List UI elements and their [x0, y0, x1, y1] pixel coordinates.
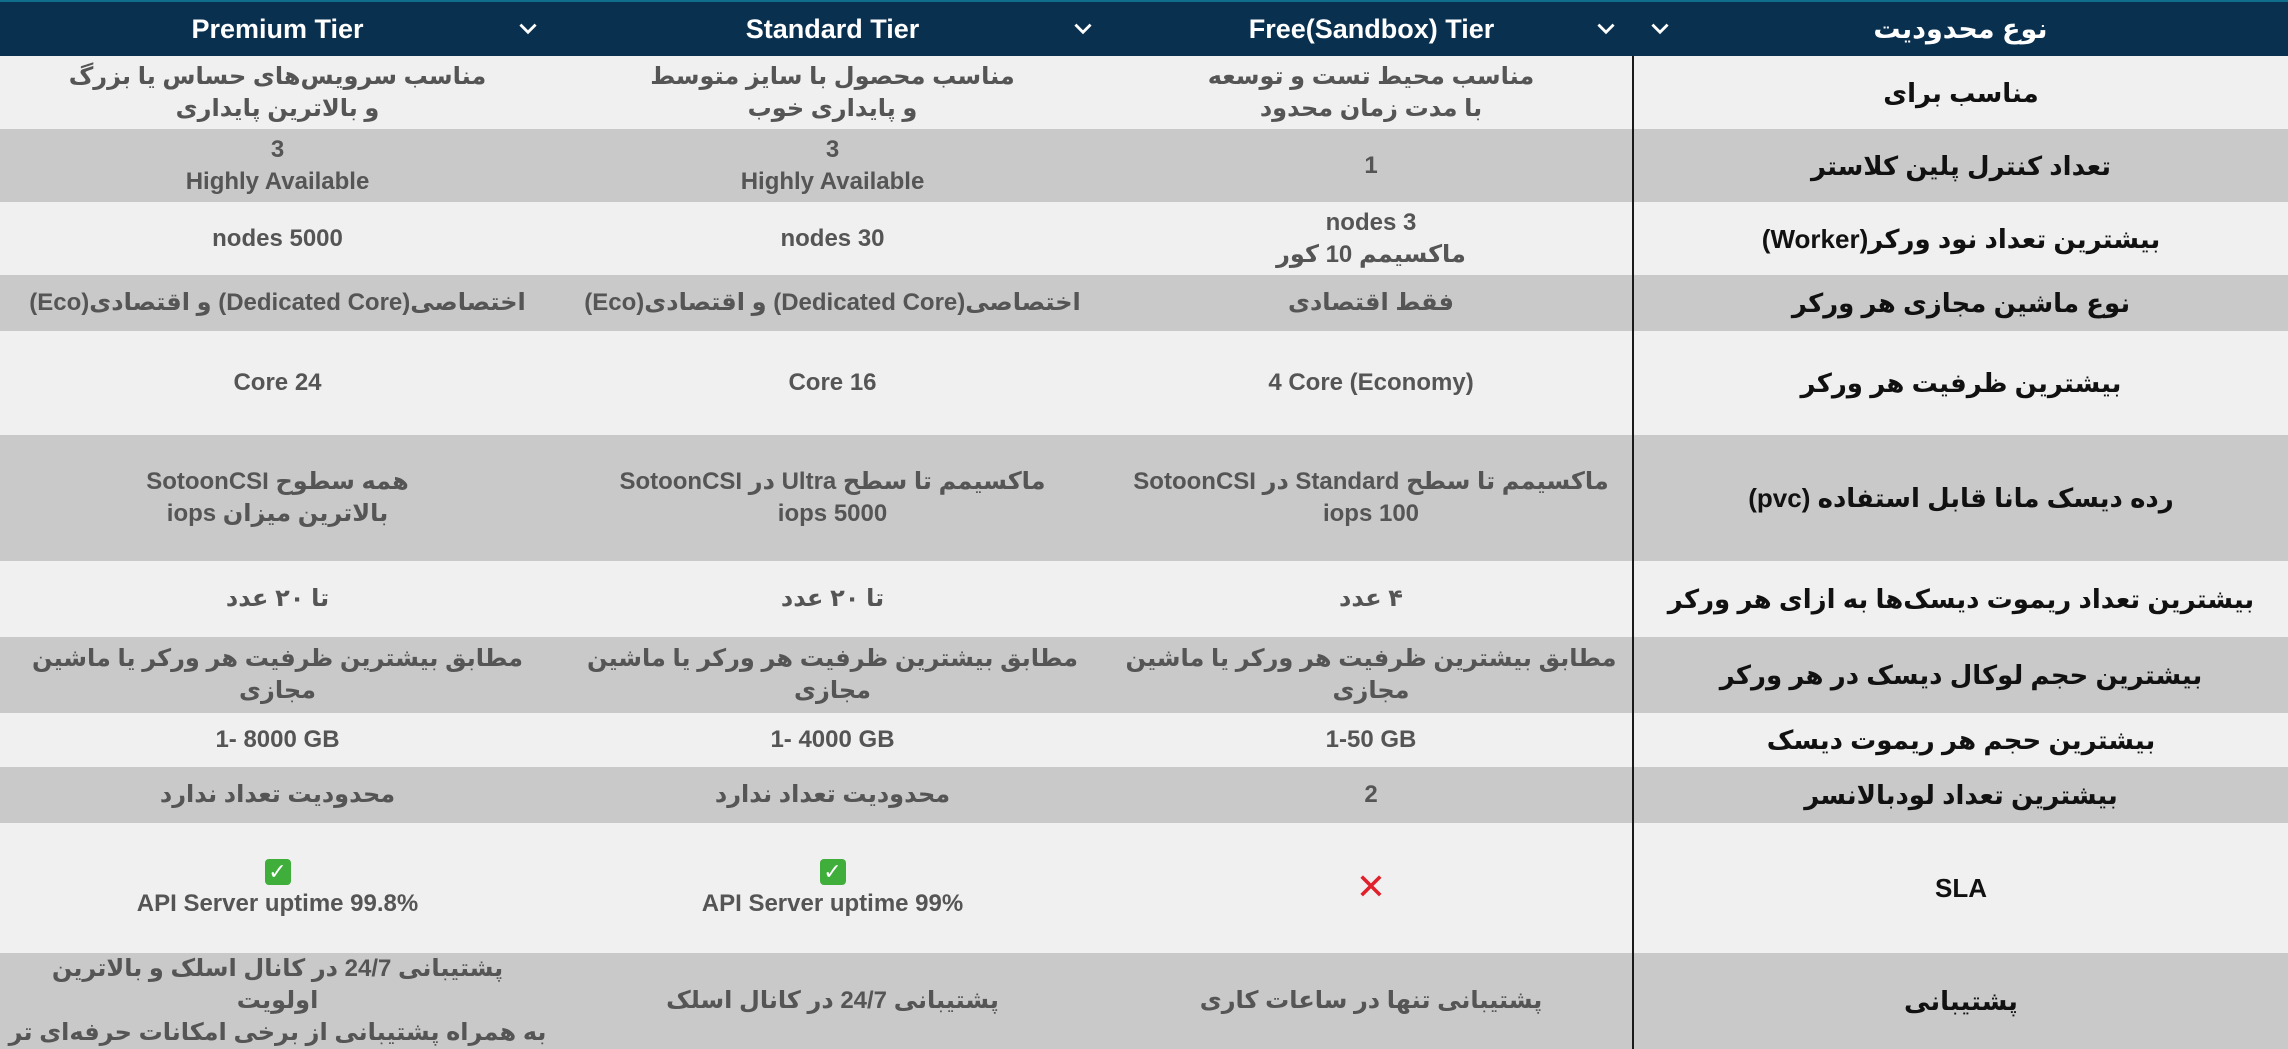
cell-line: 2	[1364, 781, 1378, 808]
cell-limitation: بیشترین حجم هر ریموت دیسک	[1633, 713, 2288, 767]
cell-line: Highly Available	[185, 167, 370, 195]
cell-standard	[555, 202, 1110, 275]
header-standard-tier[interactable]	[555, 2, 1110, 56]
cell-line: محدودیت تعداد ندارد	[714, 781, 951, 808]
check-icon: ✓	[820, 859, 846, 885]
table-row	[0, 713, 2288, 767]
cell-line: تا ۲۰ عدد	[225, 585, 330, 612]
cell-line: 16 Core	[788, 369, 877, 396]
cell-limitation: بیشترین تعداد ریموت دیسک‌ها به ازای هر ورکر	[1633, 561, 2288, 637]
cell-line: اختصاصی(Dedicated Core) و اقتصادی(Eco)	[584, 289, 1081, 316]
table-row	[0, 953, 2288, 1049]
cell-line: مناسب محصول با سایز متوسط	[650, 62, 1015, 90]
cell-line: API Server uptime 99%	[701, 890, 964, 917]
cell-premium	[0, 331, 555, 435]
cell-premium	[0, 713, 555, 767]
table-row	[0, 561, 2288, 637]
header-standard-label: Standard Tier	[745, 13, 920, 44]
cell-standard	[555, 275, 1110, 331]
cell-free	[1110, 767, 1633, 823]
cell-line: 4 Core (Economy)	[1268, 369, 1474, 396]
cell-standard	[555, 637, 1110, 713]
cell-line: 3	[270, 135, 285, 163]
cell-line: مجازی	[794, 677, 871, 704]
cell-limitation: بیشترین تعداد نود ورکر(Worker)	[1633, 202, 2288, 275]
cell-standard	[555, 129, 1110, 202]
cell-line: با مدت زمان محدود	[1259, 94, 1483, 122]
chevron-down-icon[interactable]	[1647, 16, 1673, 42]
cell-limitation: بیشترین حجم لوکال دیسک در هر ورکر	[1633, 637, 2288, 713]
sla-check-wrap	[8, 856, 547, 888]
header-free-tier[interactable]	[1110, 2, 1633, 56]
cell-standard	[555, 331, 1110, 435]
cell-line: ۴ عدد	[1339, 585, 1403, 612]
header-premium-tier[interactable]	[0, 2, 555, 56]
table-row	[0, 56, 2288, 129]
cell-line: 1	[1364, 151, 1378, 179]
cell-line: پشتیبانی تنها در ساعات کاری	[1199, 987, 1543, 1014]
cell-limitation: تعداد کنترل پلین کلاستر	[1633, 129, 2288, 202]
cell-line: 1- 4000 GB	[770, 726, 895, 753]
cell-standard	[555, 823, 1110, 953]
cell-line: 5000 iops	[777, 500, 888, 527]
cell-line: 30 nodes	[780, 224, 885, 252]
table-row	[0, 331, 2288, 435]
cell-line: 24 Core	[233, 369, 322, 396]
table-row	[0, 637, 2288, 713]
cell-limitation: رده دیسک مانا قابل استفاده (pvc)	[1633, 435, 2288, 561]
cell-line: ماکسیمم تا سطح Ultra در SotoonCSI	[619, 468, 1046, 495]
cell-line: ماکسیمم 10 کور	[1276, 240, 1466, 268]
cell-standard	[555, 767, 1110, 823]
cell-line: مناسب سرویس‌های حساس یا بزرگ	[68, 62, 487, 90]
cell-line: 1-50 GB	[1325, 726, 1417, 753]
cell-free	[1110, 202, 1633, 275]
cell-free	[1110, 713, 1633, 767]
cell-premium	[0, 637, 555, 713]
cell-standard	[555, 953, 1110, 1049]
cell-line: تا ۲۰ عدد	[780, 585, 885, 612]
table-row	[0, 435, 2288, 561]
header-limitation-type[interactable]	[1633, 2, 2288, 56]
cell-free	[1110, 275, 1633, 331]
cell-limitation: مناسب برای	[1633, 56, 2288, 129]
cell-free	[1110, 56, 1633, 129]
cell-line: ماکسیمم تا سطح Standard در SotoonCSI	[1133, 468, 1609, 495]
cell-line: nodes 3	[1325, 208, 1417, 236]
cell-standard	[555, 713, 1110, 767]
tier-comparison-table	[0, 2, 2288, 1049]
cell-free	[1110, 561, 1633, 637]
cell-standard	[555, 435, 1110, 561]
cell-limitation: بیشترین تعداد لودبالانسر	[1633, 767, 2288, 823]
cell-premium	[0, 767, 555, 823]
cell-standard	[555, 56, 1110, 129]
cell-free	[1110, 129, 1633, 202]
cross-icon: ✕	[1355, 865, 1387, 907]
cell-line: بالاترین میزان iops	[166, 500, 389, 527]
cell-premium	[0, 953, 555, 1049]
cell-premium	[0, 435, 555, 561]
table-row	[0, 275, 2288, 331]
cell-line: Highly Available	[740, 167, 925, 195]
chevron-down-icon[interactable]	[1070, 16, 1096, 42]
cell-line: مطابق بیشترین ظرفیت هر ورکر یا ماشین	[586, 645, 1078, 672]
cell-limitation: نوع ماشین مجازی هر ورکر	[1633, 275, 2288, 331]
cell-premium	[0, 561, 555, 637]
cell-line: به همراه پشتیبانی از برخی امکانات حرفه‌ای تر	[8, 1019, 547, 1046]
cell-free	[1110, 435, 1633, 561]
header-row	[0, 2, 2288, 56]
cell-line: 100 iops	[1322, 500, 1420, 527]
sla-check-wrap	[563, 856, 1102, 888]
cell-free	[1110, 823, 1633, 953]
cell-line: فقط اقتصادی	[1287, 289, 1455, 316]
cell-limitation: SLA	[1633, 823, 2288, 953]
table-row	[0, 129, 2288, 202]
cell-premium	[0, 275, 555, 331]
cell-line: 1- 8000 GB	[215, 726, 340, 753]
cell-limitation: بیشترین ظرفیت هر ورکر	[1633, 331, 2288, 435]
header-free-label: Free(Sandbox) Tier	[1248, 13, 1495, 44]
cell-line: اختصاصی(Dedicated Core) و اقتصادی(Eco)	[29, 289, 526, 316]
cell-line: 3	[825, 135, 840, 163]
cell-line: مناسب محیط تست و توسعه	[1207, 62, 1535, 90]
cell-limitation: پشتیبانی	[1633, 953, 2288, 1049]
cell-line: API Server uptime 99.8%	[136, 890, 419, 917]
cell-line: مطابق بیشترین ظرفیت هر ورکر یا ماشین مجازی	[1125, 645, 1617, 704]
cell-free	[1110, 953, 1633, 1049]
cell-line: پشتیبانی 24/7 در کانال اسلک	[666, 987, 999, 1014]
cell-free	[1110, 637, 1633, 713]
header-premium-label: Premium Tier	[191, 13, 364, 44]
cell-line: مطابق بیشترین ظرفیت هر ورکر یا ماشین مجازی	[31, 645, 523, 704]
cell-standard	[555, 561, 1110, 637]
cell-line: محدودیت تعداد ندارد	[159, 781, 396, 808]
cell-line: 5000 nodes	[212, 224, 343, 252]
chevron-down-icon[interactable]	[515, 16, 541, 42]
cell-line: پشتیبانی 24/7 در کانال اسلک و بالاترین اولویت	[51, 955, 504, 1014]
cell-line: همه سطوح SotoonCSI	[146, 468, 409, 495]
table-row	[0, 823, 2288, 953]
chevron-down-icon[interactable]	[1593, 16, 1619, 42]
table-row	[0, 767, 2288, 823]
cell-premium	[0, 56, 555, 129]
cell-premium	[0, 129, 555, 202]
cell-line: و پایداری خوب	[747, 94, 918, 122]
check-icon: ✓	[265, 859, 291, 885]
cell-premium	[0, 202, 555, 275]
cell-free	[1110, 331, 1633, 435]
cell-premium	[0, 823, 555, 953]
table-row	[0, 202, 2288, 275]
header-limitation-label: نوع محدودیت	[1873, 13, 2048, 44]
cell-line: و بالاترین پایداری	[175, 94, 380, 122]
